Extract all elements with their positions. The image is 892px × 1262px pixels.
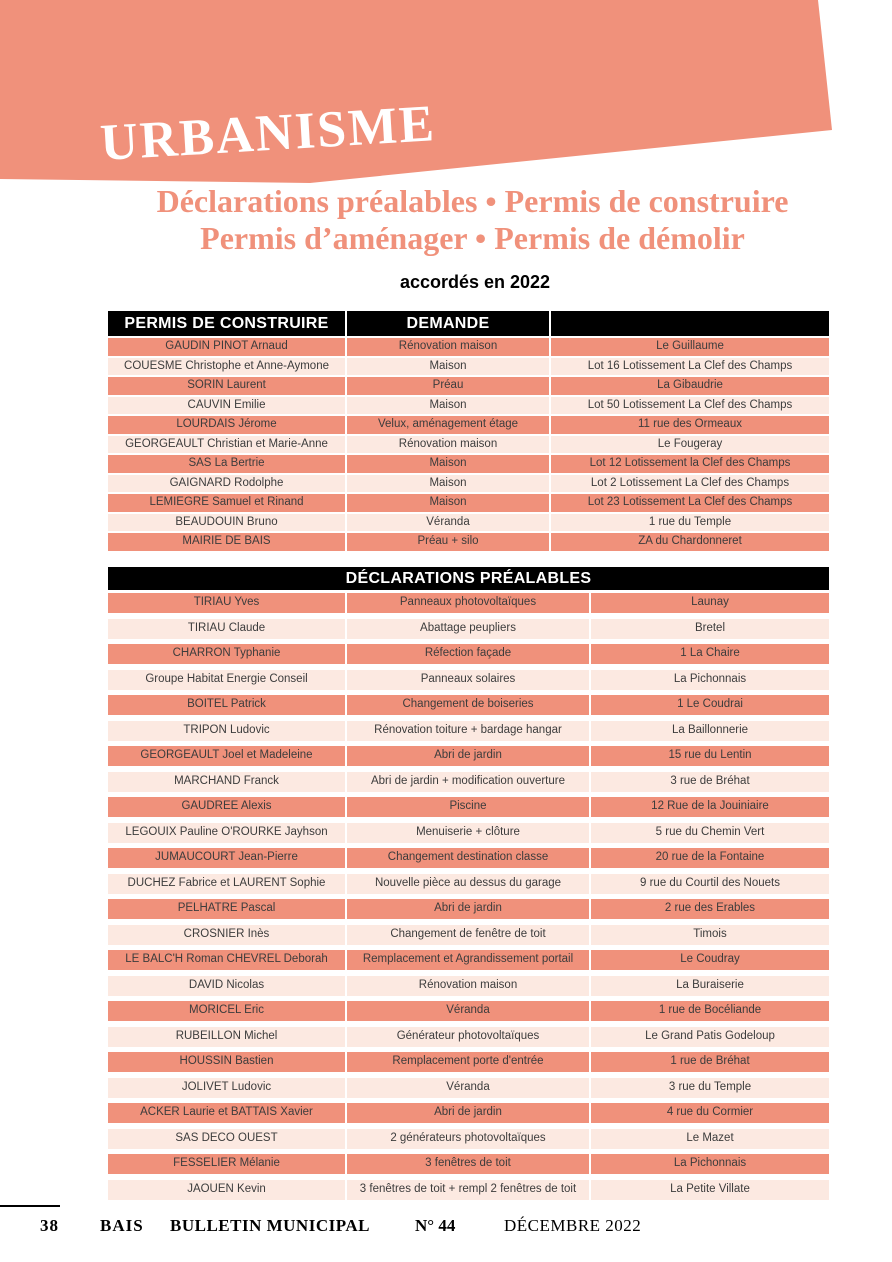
location-cell: 3 rue de Bréhat bbox=[591, 772, 829, 792]
subtitle-line2: Permis d’aménager • Permis de démolir bbox=[200, 220, 745, 256]
location-cell: 3 rue du Temple bbox=[591, 1078, 829, 1098]
table-row bbox=[108, 797, 829, 817]
applicant-name-cell: TIRIAU Claude bbox=[108, 619, 345, 639]
applicant-name-cell: MORICEL Eric bbox=[108, 1001, 345, 1021]
location-cell: Lot 23 Lotissement La Clef des Champs bbox=[551, 494, 829, 512]
declarations-table bbox=[108, 567, 829, 1205]
table-row bbox=[108, 1129, 829, 1149]
request-cell: Véranda bbox=[347, 1078, 589, 1098]
table-row bbox=[108, 436, 829, 454]
table-row bbox=[108, 1078, 829, 1098]
location-cell: 2 rue des Erables bbox=[591, 899, 829, 919]
location-cell: Le Guillaume bbox=[551, 338, 829, 356]
subheading: accordés en 2022 bbox=[399, 272, 551, 292]
location-cell: 1 Le Coudrai bbox=[591, 695, 829, 715]
footer-date: DÉCEMBRE 2022 bbox=[504, 1216, 642, 1235]
location-cell: 1 rue de Bréhat bbox=[591, 1052, 829, 1072]
location-cell: La Gibaudrie bbox=[551, 377, 829, 395]
location-cell: Le Mazet bbox=[591, 1129, 829, 1149]
request-cell: Velux, aménagement étage bbox=[347, 416, 549, 434]
location-cell: Lot 16 Lotissement La Clef des Champs bbox=[551, 358, 829, 376]
applicant-name-cell: BOITEL Patrick bbox=[108, 695, 345, 715]
permits-table bbox=[108, 311, 829, 553]
applicant-name-cell: LEMIEGRE Samuel et Rinand bbox=[108, 494, 345, 512]
table-row bbox=[108, 746, 829, 766]
request-cell: Abri de jardin bbox=[347, 746, 589, 766]
table-row bbox=[108, 494, 829, 512]
declarations-table-body bbox=[108, 593, 829, 1200]
table-row bbox=[108, 338, 829, 356]
table-row bbox=[108, 455, 829, 473]
applicant-name-cell: Groupe Habitat Energie Conseil bbox=[108, 670, 345, 690]
table-row bbox=[108, 619, 829, 639]
table-row bbox=[108, 695, 829, 715]
request-cell: Véranda bbox=[347, 514, 549, 532]
applicant-name-cell: TIRIAU Yves bbox=[108, 593, 345, 613]
applicant-name-cell: GEORGEAULT Christian et Marie-Anne bbox=[108, 436, 345, 454]
location-cell: Launay bbox=[591, 593, 829, 613]
table-row bbox=[108, 358, 829, 376]
table-row bbox=[108, 397, 829, 415]
applicant-name-cell: CAUVIN Emilie bbox=[108, 397, 345, 415]
footer-rule bbox=[0, 1205, 60, 1207]
page-footer bbox=[0, 1205, 892, 1245]
table-row bbox=[108, 1180, 829, 1200]
page-title: URBANISME bbox=[98, 95, 438, 172]
location-cell: La Baillonnerie bbox=[591, 721, 829, 741]
column-header-lieu bbox=[551, 311, 829, 336]
applicant-name-cell: BEAUDOUIN Bruno bbox=[108, 514, 345, 532]
applicant-name-cell: CROSNIER Inès bbox=[108, 925, 345, 945]
table-row bbox=[108, 721, 829, 741]
location-cell: 20 rue de la Fontaine bbox=[591, 848, 829, 868]
request-cell: Maison bbox=[347, 494, 549, 512]
location-cell: Bretel bbox=[591, 619, 829, 639]
table-row bbox=[108, 1154, 829, 1174]
location-cell: 9 rue du Courtil des Nouets bbox=[591, 874, 829, 894]
applicant-name-cell: CHARRON Typhanie bbox=[108, 644, 345, 664]
applicant-name-cell: DUCHEZ Fabrice et LAURENT Sophie bbox=[108, 874, 345, 894]
request-cell: Réfection façade bbox=[347, 644, 589, 664]
declarations-table-header-row bbox=[108, 567, 829, 590]
applicant-name-cell: DAVID Nicolas bbox=[108, 976, 345, 996]
request-cell: Nouvelle pièce au dessus du garage bbox=[347, 874, 589, 894]
applicant-name-cell: HOUSSIN Bastien bbox=[108, 1052, 345, 1072]
applicant-name-cell: GAUDREE Alexis bbox=[108, 797, 345, 817]
request-cell: Changement de boiseries bbox=[347, 695, 589, 715]
table-row bbox=[108, 475, 829, 493]
location-cell: La Pichonnais bbox=[591, 1154, 829, 1174]
request-cell: Rénovation toiture + bardage hangar bbox=[347, 721, 589, 741]
request-cell: Piscine bbox=[347, 797, 589, 817]
location-cell: Le Fougeray bbox=[551, 436, 829, 454]
request-cell: Abri de jardin bbox=[347, 1103, 589, 1123]
location-cell: Le Coudray bbox=[591, 950, 829, 970]
table-row bbox=[108, 533, 829, 551]
applicant-name-cell: TRIPON Ludovic bbox=[108, 721, 345, 741]
request-cell: Panneaux photovoltaïques bbox=[347, 593, 589, 613]
location-cell: 11 rue des Ormeaux bbox=[551, 416, 829, 434]
request-cell: Maison bbox=[347, 475, 549, 493]
table-row bbox=[108, 925, 829, 945]
request-cell: Changement de fenêtre de toit bbox=[347, 925, 589, 945]
request-cell: Panneaux solaires bbox=[347, 670, 589, 690]
location-cell: Le Grand Patis Godeloup bbox=[591, 1027, 829, 1047]
applicant-name-cell: SORIN Laurent bbox=[108, 377, 345, 395]
location-cell: 1 rue de Bocéliande bbox=[591, 1001, 829, 1021]
request-cell: Remplacement et Agrandissement portail bbox=[347, 950, 589, 970]
request-cell: Abattage peupliers bbox=[347, 619, 589, 639]
footer-issue-number: N° 44 bbox=[415, 1216, 456, 1235]
applicant-name-cell: GAIGNARD Rodolphe bbox=[108, 475, 345, 493]
table-row bbox=[108, 1103, 829, 1123]
location-cell: 1 rue du Temple bbox=[551, 514, 829, 532]
request-cell: Générateur photovoltaïques bbox=[347, 1027, 589, 1047]
applicant-name-cell: JAOUEN Kevin bbox=[108, 1180, 345, 1200]
request-cell: Abri de jardin bbox=[347, 899, 589, 919]
location-cell: ZA du Chardonneret bbox=[551, 533, 829, 551]
table-row bbox=[108, 899, 829, 919]
column-header-permis: PERMIS DE CONSTRUIRE bbox=[108, 311, 345, 336]
location-cell: Lot 50 Lotissement La Clef des Champs bbox=[551, 397, 829, 415]
request-cell: 3 fenêtres de toit + rempl 2 fenêtres de toit bbox=[347, 1180, 589, 1200]
location-cell: Timois bbox=[591, 925, 829, 945]
applicant-name-cell: SAS DECO OUEST bbox=[108, 1129, 345, 1149]
location-cell: 4 rue du Cormier bbox=[591, 1103, 829, 1123]
table-row bbox=[108, 377, 829, 395]
declarations-table-title: DÉCLARATIONS PRÉALABLES bbox=[108, 567, 829, 590]
location-cell: La Petite Villate bbox=[591, 1180, 829, 1200]
location-cell: 1 La Chaire bbox=[591, 644, 829, 664]
request-cell: Maison bbox=[347, 358, 549, 376]
request-cell: Maison bbox=[347, 397, 549, 415]
table-row bbox=[108, 848, 829, 868]
location-cell: 15 rue du Lentin bbox=[591, 746, 829, 766]
table-row bbox=[108, 514, 829, 532]
column-header-demande: DEMANDE bbox=[347, 311, 549, 336]
request-cell: Préau bbox=[347, 377, 549, 395]
table-row bbox=[108, 874, 829, 894]
request-cell: Préau + silo bbox=[347, 533, 549, 551]
request-cell: Rénovation maison bbox=[347, 436, 549, 454]
applicant-name-cell: LEGOUIX Pauline O'ROURKE Jayhson bbox=[108, 823, 345, 843]
applicant-name-cell: LOURDAIS Jérome bbox=[108, 416, 345, 434]
request-cell: 3 fenêtres de toit bbox=[347, 1154, 589, 1174]
applicant-name-cell: ACKER Laurie et BATTAIS Xavier bbox=[108, 1103, 345, 1123]
table-row bbox=[108, 1027, 829, 1047]
request-cell: Rénovation maison bbox=[347, 338, 549, 356]
request-cell: Remplacement porte d'entrée bbox=[347, 1052, 589, 1072]
location-cell: Lot 2 Lotissement La Clef des Champs bbox=[551, 475, 829, 493]
location-cell: La Pichonnais bbox=[591, 670, 829, 690]
applicant-name-cell: JUMAUCOURT Jean-Pierre bbox=[108, 848, 345, 868]
table-row bbox=[108, 593, 829, 613]
footer-publication: BULLETIN MUNICIPAL bbox=[170, 1216, 370, 1235]
table-row bbox=[108, 670, 829, 690]
applicant-name-cell: COUESME Christophe et Anne-Aymone bbox=[108, 358, 345, 376]
request-cell: Abri de jardin + modification ouverture bbox=[347, 772, 589, 792]
request-cell: 2 générateurs photovoltaïques bbox=[347, 1129, 589, 1149]
applicant-name-cell: PELHATRE Pascal bbox=[108, 899, 345, 919]
table-row bbox=[108, 1052, 829, 1072]
permits-table-header-row bbox=[108, 311, 829, 336]
table-row bbox=[108, 950, 829, 970]
applicant-name-cell: MAIRIE DE BAIS bbox=[108, 533, 345, 551]
applicant-name-cell: GAUDIN PINOT Arnaud bbox=[108, 338, 345, 356]
subtitle-line1: Déclarations préalables • Permis de construire bbox=[156, 183, 789, 219]
location-cell: La Buraiserie bbox=[591, 976, 829, 996]
table-row bbox=[108, 823, 829, 843]
request-cell: Véranda bbox=[347, 1001, 589, 1021]
table-row bbox=[108, 772, 829, 792]
footer-city: BAIS bbox=[100, 1216, 144, 1235]
location-cell: 5 rue du Chemin Vert bbox=[591, 823, 829, 843]
request-cell: Menuiserie + clôture bbox=[347, 823, 589, 843]
applicant-name-cell: JOLIVET Ludovic bbox=[108, 1078, 345, 1098]
table-row bbox=[108, 1001, 829, 1021]
request-cell: Rénovation maison bbox=[347, 976, 589, 996]
applicant-name-cell: MARCHAND Franck bbox=[108, 772, 345, 792]
permits-table-body bbox=[108, 338, 829, 551]
applicant-name-cell: FESSELIER Mélanie bbox=[108, 1154, 345, 1174]
applicant-name-cell: GEORGEAULT Joel et Madeleine bbox=[108, 746, 345, 766]
request-cell: Changement destination classe bbox=[347, 848, 589, 868]
applicant-name-cell: SAS La Bertrie bbox=[108, 455, 345, 473]
table-row bbox=[108, 644, 829, 664]
location-cell: 12 Rue de la Jouiniaire bbox=[591, 797, 829, 817]
page-subtitle bbox=[100, 183, 845, 257]
table-row bbox=[108, 416, 829, 434]
page-number: 38 bbox=[40, 1216, 59, 1235]
applicant-name-cell: LE BALC'H Roman CHEVREL Deborah bbox=[108, 950, 345, 970]
applicant-name-cell: RUBEILLON Michel bbox=[108, 1027, 345, 1047]
location-cell: Lot 12 Lotissement la Clef des Champs bbox=[551, 455, 829, 473]
request-cell: Maison bbox=[347, 455, 549, 473]
table-row bbox=[108, 976, 829, 996]
